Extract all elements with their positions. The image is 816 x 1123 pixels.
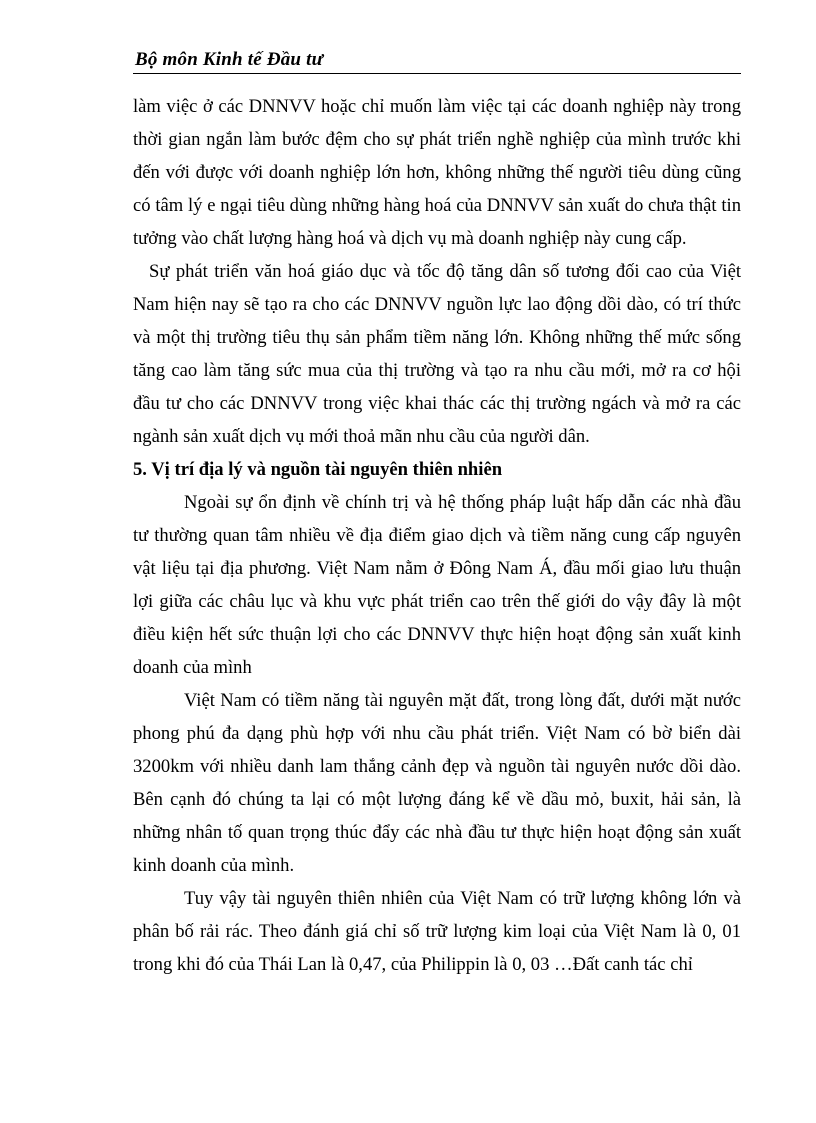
page-header <box>133 47 741 74</box>
header-title: Bộ môn Kinh tế Đầu tư <box>135 49 324 70</box>
paragraph-continuation: làm việc ở các DNNVV hoặc chỉ muốn làm việc tại các doanh nghiệp này trong thời gian ngắn làm bước đệm cho sự phát triển nghề nghiệp của mình trước khi đến với được với doanh nghiệp lớn hơn, không những thế người tiêu dùng cũng có tâm lý e ngại tiêu dùng những hàng hoá của DNNVV sản xuất do chưa thật tin tưởng vào chất lượng hàng hoá và dịch vụ mà doanh nghiệp này cung cấp. <box>133 96 741 249</box>
section-heading-geography: 5. Vị trí địa lý và nguồn tài nguyên thiên nhiên <box>133 459 503 480</box>
paragraph-location: Ngoài sự ổn định về chính trị và hệ thống pháp luật hấp dẫn các nhà đầu tư thường quan tâm nhiều về địa điểm giao dịch và tiềm năng cung cấp nguyên vật liệu tại địa phương. Việt Nam nằm ở Đông Nam Á, đầu mối giao lưu thuận lợi giữa các châu lục và khu vực phát triển cao trên thế giới do vậy đây là một điều kiện hết sức thuận lợi cho các DNNVV thực hiện hoạt động sản xuất kinh doanh của mình <box>133 492 741 678</box>
paragraph-cultural-development: Sự phát triển văn hoá giáo dục và tốc độ tăng dân số tương đối cao của Việt Nam hiện nay sẽ tạo ra cho các DNNVV nguồn lực lao động dồi dào, có trí thức và một thị trường tiêu thụ sản phẩm tiềm năng lớn. Không những thế mức sống tăng cao làm tăng sức mua của thị trường và tạo ra nhu cầu mới, mở ra cơ hội đầu tư cho các DNNVV trong việc khai thác các thị trường ngách và mở ra các ngành sản xuất dịch vụ mới thoả mãn nhu cầu của người dân. <box>133 261 741 447</box>
paragraph-natural-resources: Việt Nam có tiềm năng tài nguyên mặt đất, trong lòng đất, dưới mặt nước phong phú đa dạng phù hợp với nhu cầu phát triển. Việt Nam có bờ biển dài 3200km với nhiều danh lam thắng cảnh đẹp và nguồn tài nguyên nước dồi dào. Bên cạnh đó chúng ta lại có một lượng đáng kể về dầu mỏ, buxit, hải sản, là những nhân tố quan trọng thúc đẩy các nhà đầu tư thực hiện hoạt động sản xuất kinh doanh của mình. <box>133 690 741 876</box>
document-body <box>133 90 741 981</box>
paragraph-resource-limits: Tuy vậy tài nguyên thiên nhiên của Việt Nam có trữ lượng không lớn và phân bố rải rác. Theo đánh giá chỉ số trữ lượng kim loại của Việt Nam là 0, 01 trong khi đó của Thái Lan là 0,47, của Philippin là 0, 03 …Đất canh tác chỉ <box>133 888 741 975</box>
